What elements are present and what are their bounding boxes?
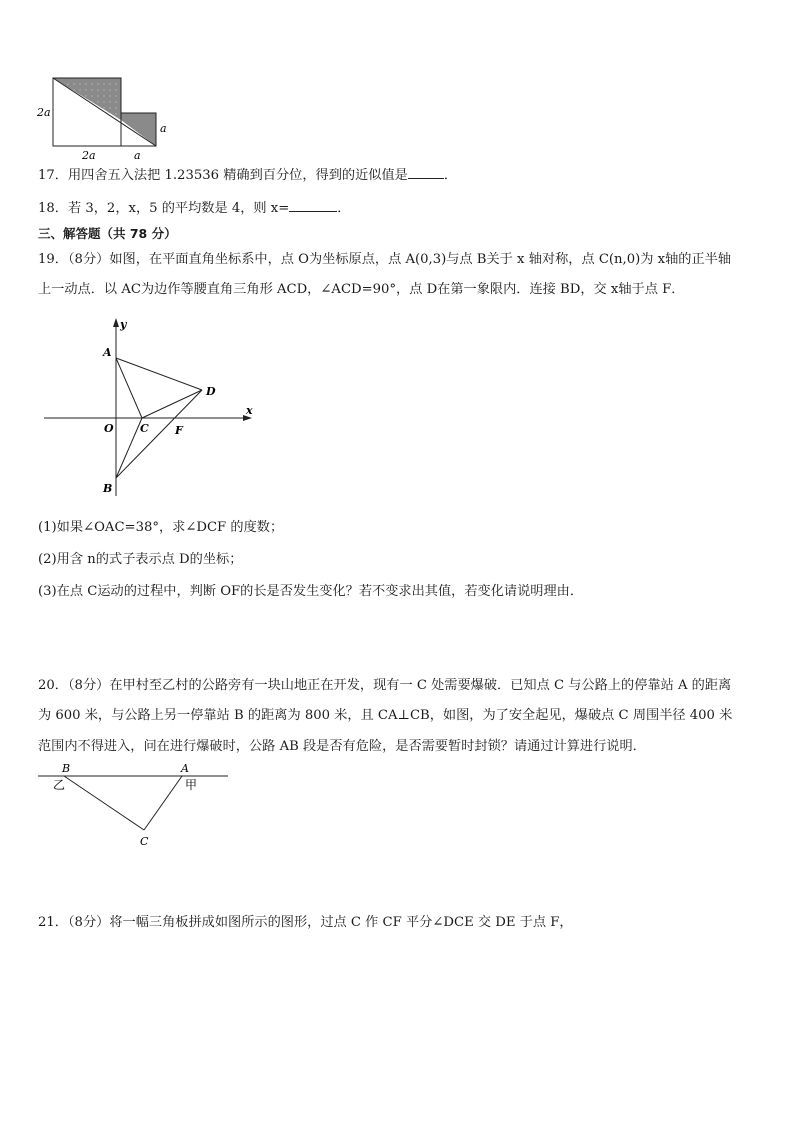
label-B: B — [103, 482, 113, 495]
label-a-right: a — [160, 122, 167, 135]
segment-BD — [116, 390, 202, 478]
question-19-part2: (2)用含 n的式子表示点 D的坐标； — [38, 552, 243, 567]
label-D: D — [206, 385, 216, 398]
label-A: A — [181, 762, 189, 775]
segment-AD — [116, 358, 202, 390]
label-yi-village: 乙 — [53, 778, 66, 792]
road-figure — [36, 760, 236, 852]
question-19-line1: 19．（8分）如图，在平面直角坐标系中，点 O为坐标原点，点 A(0,3)与点 B关于 x 轴对称，点 C(n,0)为 x轴的正半轴 — [38, 252, 732, 267]
question-18: 18．若 3，2，x，5 的平均数是 4，则 x= ． — [38, 198, 350, 219]
segment-AC — [144, 776, 182, 830]
label-jia-village: 甲 — [185, 778, 198, 792]
label-2a-bottom: 2a — [82, 149, 96, 162]
answer-blank-17[interactable] — [408, 165, 444, 179]
question-20-line3: 范围内不得进入，问在进行爆破时，公路 AB 段是否有危险，是否需要暂时封锁？请通过计算进行说明． — [38, 739, 646, 754]
question-20-line2: 为 600 米，与公路上另一停靠站 B 的距离为 800 米，且 CA⊥CB，如图，为了安全起见，爆破点 C 周围半径 400 米 — [38, 708, 733, 723]
label-O: O — [104, 422, 114, 435]
label-2a-left: 2a — [37, 106, 51, 119]
label-B: B — [62, 762, 71, 775]
label-A: A — [103, 346, 112, 359]
shaded-region-small — [121, 113, 156, 146]
label-C: C — [140, 835, 149, 848]
question-19-part1: (1)如果∠OAC=38°，求∠DCF 的度数； — [38, 520, 284, 535]
question-20-line1: 20．（8分）在甲村至乙村的公路旁有一块山地正在开发，现有一 C 处需要爆破．已知点 C 与公路上的停靠站 A 的距离 — [38, 678, 732, 693]
question-19-line2: 上一动点．以 AC为边作等腰直角三角形 ACD，∠ACD=90°，点 D在第一象限内．连接 BD，交 x轴于点 F． — [38, 282, 685, 297]
segment-BC — [116, 418, 142, 478]
label-y: y — [120, 318, 127, 331]
label-C: C — [140, 422, 149, 435]
question-17-text: 17．用四舍五入法把 1.23536 精确到百分位，得到的近似值是 — [38, 168, 408, 183]
section-heading: 三、解答题（共 78 分） — [38, 226, 177, 241]
question-19-part3: (3)在点 C运动的过程中，判断 OF的长是否发生变化？若不变求出其值，若变化请说明理由． — [38, 584, 584, 599]
coordinate-figure — [40, 312, 260, 502]
segment-CD — [142, 390, 202, 418]
answer-blank-18[interactable] — [289, 198, 337, 212]
question-17: 17．用四舍五入法把 1.23536 精确到百分位，得到的近似值是 ． — [38, 165, 457, 186]
question-21: 21．（8分）将一幅三角板拼成如图所示的图形，过点 C 作 CF 平分∠DCE 交 DE 于点 F， — [38, 915, 573, 930]
squares-figure — [30, 70, 180, 162]
y-axis-arrow — [113, 318, 119, 327]
segment-AC — [116, 358, 142, 418]
label-x: x — [246, 404, 253, 417]
segment-BC — [64, 776, 144, 830]
question-18-text: 18．若 3，2，x，5 的平均数是 4，则 x= — [38, 201, 290, 216]
label-a-bottom: a — [134, 149, 141, 162]
label-F: F — [175, 424, 183, 437]
